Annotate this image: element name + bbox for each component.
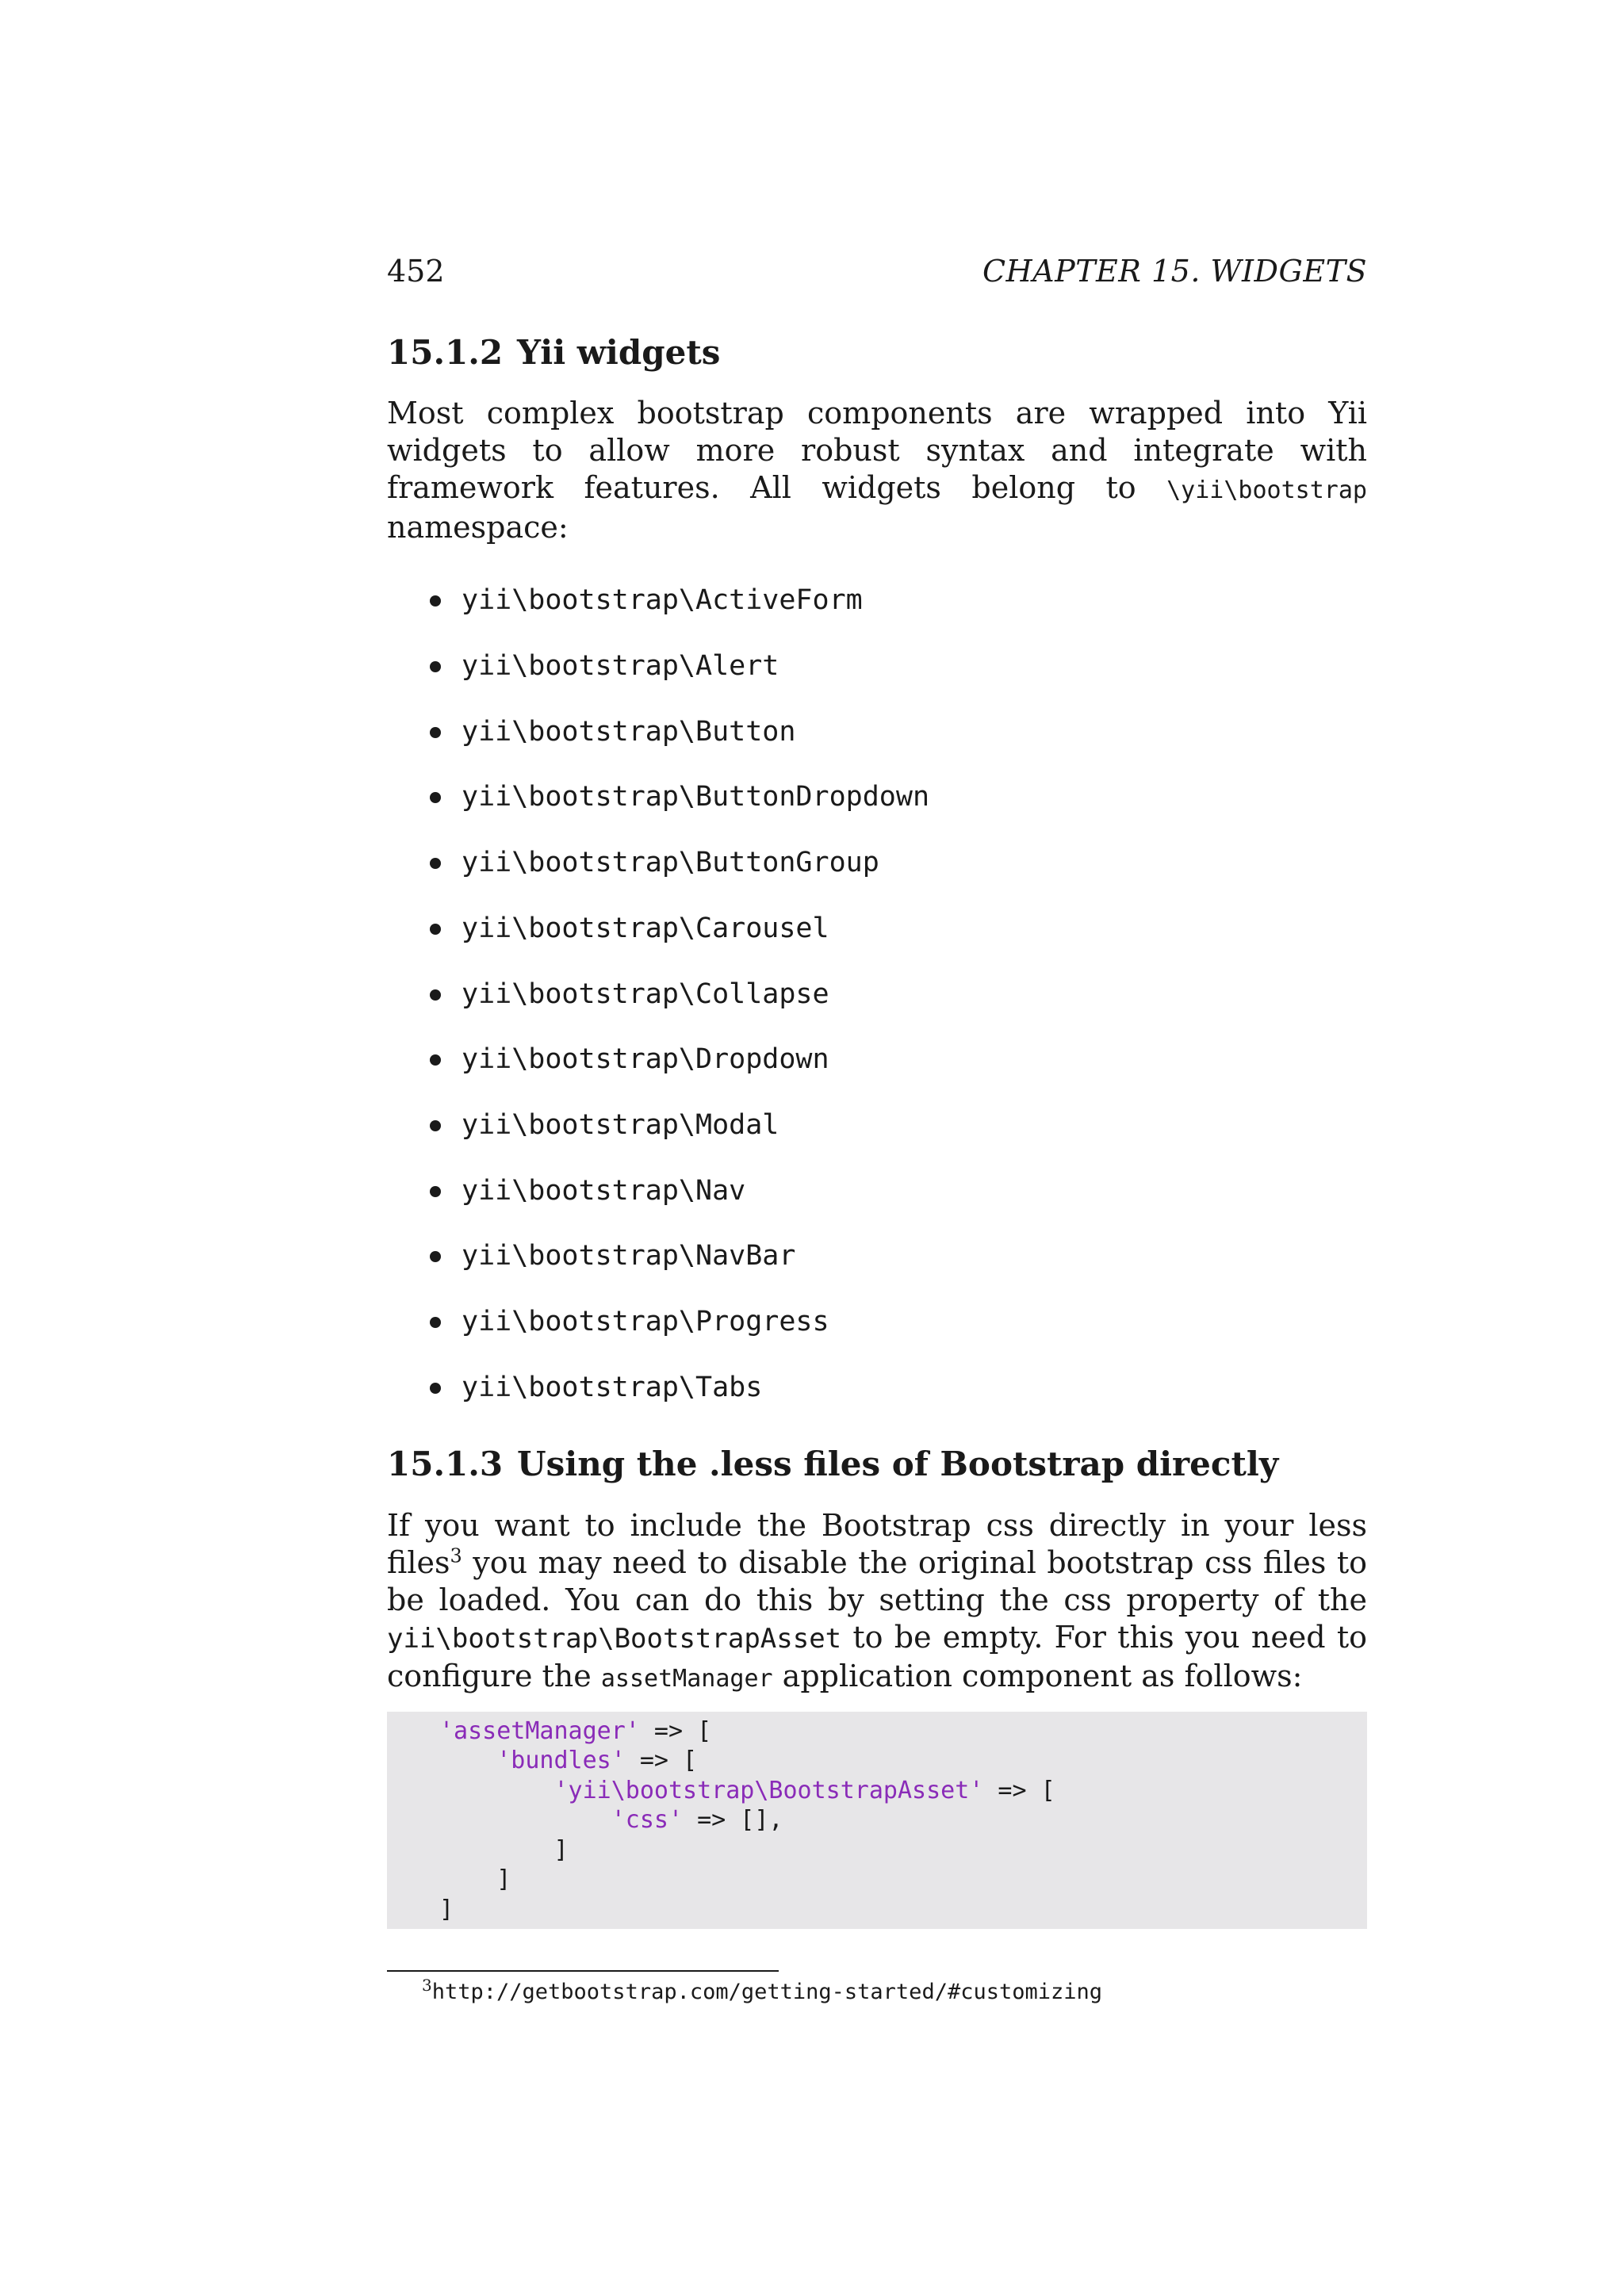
code-text: => [], bbox=[683, 1806, 783, 1835]
section-title: Yii widgets bbox=[517, 333, 721, 372]
code-string: 'css' bbox=[611, 1806, 684, 1835]
code-text: ] bbox=[439, 1895, 454, 1923]
list-item bbox=[387, 713, 1367, 779]
list-item bbox=[387, 1368, 1367, 1434]
code-line bbox=[387, 1776, 1367, 1806]
widget-name: yii\bootstrap\Modal bbox=[462, 1108, 779, 1141]
footnote-number: 3 bbox=[422, 1976, 432, 1996]
footnote bbox=[387, 1978, 1367, 2007]
widget-name: yii\bootstrap\Collapse bbox=[462, 978, 829, 1010]
document-page bbox=[387, 254, 1367, 2007]
list-item bbox=[387, 647, 1367, 713]
paragraph-text: you may need to disable the original bootstrap css files to be loaded. You can do this by setting the css property of the bbox=[387, 1544, 1367, 1617]
code-text: ] bbox=[439, 1866, 511, 1894]
footnote-marker[interactable]: 3 bbox=[450, 1544, 462, 1567]
section-heading-yii-widgets bbox=[387, 333, 1367, 373]
paragraph-text: Most complex bootstrap components are wrapped into Yii widgets to allow more robust syntax and integrate with framework features. All widgets belong to bbox=[387, 396, 1367, 506]
widget-name: yii\bootstrap\Button bbox=[462, 715, 796, 748]
widget-name: yii\bootstrap\Carousel bbox=[462, 912, 829, 944]
namespace-code: \yii\bootstrap bbox=[1166, 476, 1367, 505]
bullet-icon bbox=[430, 727, 441, 738]
paragraph-text: namespace: bbox=[387, 510, 569, 545]
code-line bbox=[387, 1716, 1367, 1747]
code-block bbox=[387, 1712, 1367, 1930]
code-text: => [ bbox=[983, 1776, 1055, 1804]
list-item bbox=[387, 778, 1367, 844]
code-line bbox=[387, 1865, 1367, 1895]
bullet-icon bbox=[430, 1251, 441, 1262]
less-paragraph bbox=[387, 1507, 1367, 1697]
paragraph-text: If you want to include the Bootstrap css directly in your less files bbox=[387, 1507, 1367, 1580]
widget-name: yii\bootstrap\NavBar bbox=[462, 1240, 796, 1272]
list-item bbox=[387, 909, 1367, 975]
bootstrap-asset-code: yii\bootstrap\BootstrapAsset bbox=[387, 1622, 842, 1655]
footnote-divider bbox=[387, 1970, 779, 1972]
bullet-icon bbox=[430, 924, 441, 935]
bullet-icon bbox=[430, 1120, 441, 1131]
list-item bbox=[387, 1303, 1367, 1368]
code-line bbox=[387, 1805, 1367, 1835]
list-item bbox=[387, 1172, 1367, 1238]
code-indent bbox=[439, 1777, 554, 1804]
code-line bbox=[387, 1746, 1367, 1776]
section-heading-less-files bbox=[387, 1445, 1367, 1484]
chapter-title: CHAPTER 15. WIDGETS bbox=[982, 254, 1367, 289]
bullet-icon bbox=[430, 1186, 441, 1197]
section-number: 15.1.2 bbox=[387, 333, 504, 372]
code-text: ] bbox=[439, 1835, 569, 1864]
bullet-icon bbox=[430, 1054, 441, 1066]
bullet-icon bbox=[430, 792, 441, 803]
widget-name: yii\bootstrap\Progress bbox=[462, 1305, 829, 1337]
widget-name: yii\bootstrap\ButtonDropdown bbox=[462, 781, 930, 813]
section-number: 15.1.3 bbox=[387, 1445, 504, 1484]
bullet-icon bbox=[430, 1317, 441, 1328]
code-text: => [ bbox=[639, 1716, 712, 1745]
list-item bbox=[387, 844, 1367, 909]
list-item bbox=[387, 975, 1367, 1041]
widget-name: yii\bootstrap\Alert bbox=[462, 650, 779, 683]
paragraph-text: application component as follows: bbox=[772, 1658, 1303, 1693]
widget-name: yii\bootstrap\ActiveForm bbox=[462, 584, 863, 617]
footnote-link[interactable]: http://getbootstrap.com/getting-started/#customizing bbox=[431, 1980, 1103, 2005]
code-string: 'yii\bootstrap\BootstrapAsset' bbox=[553, 1776, 984, 1804]
code-line bbox=[387, 1895, 1367, 1925]
code-line bbox=[387, 1835, 1367, 1866]
widget-name: yii\bootstrap\Dropdown bbox=[462, 1043, 829, 1076]
code-text: => [ bbox=[625, 1747, 698, 1775]
code-indent bbox=[439, 1806, 611, 1834]
list-item bbox=[387, 1040, 1367, 1106]
widget-name: yii\bootstrap\ButtonGroup bbox=[462, 847, 879, 879]
page-number: 452 bbox=[387, 254, 445, 289]
bullet-icon bbox=[430, 858, 441, 869]
code-string: 'assetManager' bbox=[439, 1716, 640, 1745]
intro-paragraph bbox=[387, 395, 1367, 546]
code-string: 'bundles' bbox=[496, 1747, 626, 1775]
bullet-icon bbox=[430, 595, 441, 607]
widget-list bbox=[387, 581, 1367, 1433]
list-item bbox=[387, 581, 1367, 647]
section-title: Using the .less files of Bootstrap directly bbox=[517, 1445, 1279, 1484]
bullet-icon bbox=[430, 1383, 441, 1394]
running-head bbox=[387, 254, 1367, 301]
list-item bbox=[387, 1106, 1367, 1172]
widget-name: yii\bootstrap\Nav bbox=[462, 1174, 746, 1207]
bullet-icon bbox=[430, 989, 441, 1001]
bullet-icon bbox=[430, 661, 441, 672]
asset-manager-code: assetManager bbox=[600, 1664, 773, 1693]
widget-name: yii\bootstrap\Tabs bbox=[462, 1371, 763, 1403]
list-item bbox=[387, 1237, 1367, 1303]
code-indent bbox=[439, 1747, 496, 1774]
paragraph-text: to be empty. For this you need to configure the bbox=[387, 1619, 1367, 1693]
